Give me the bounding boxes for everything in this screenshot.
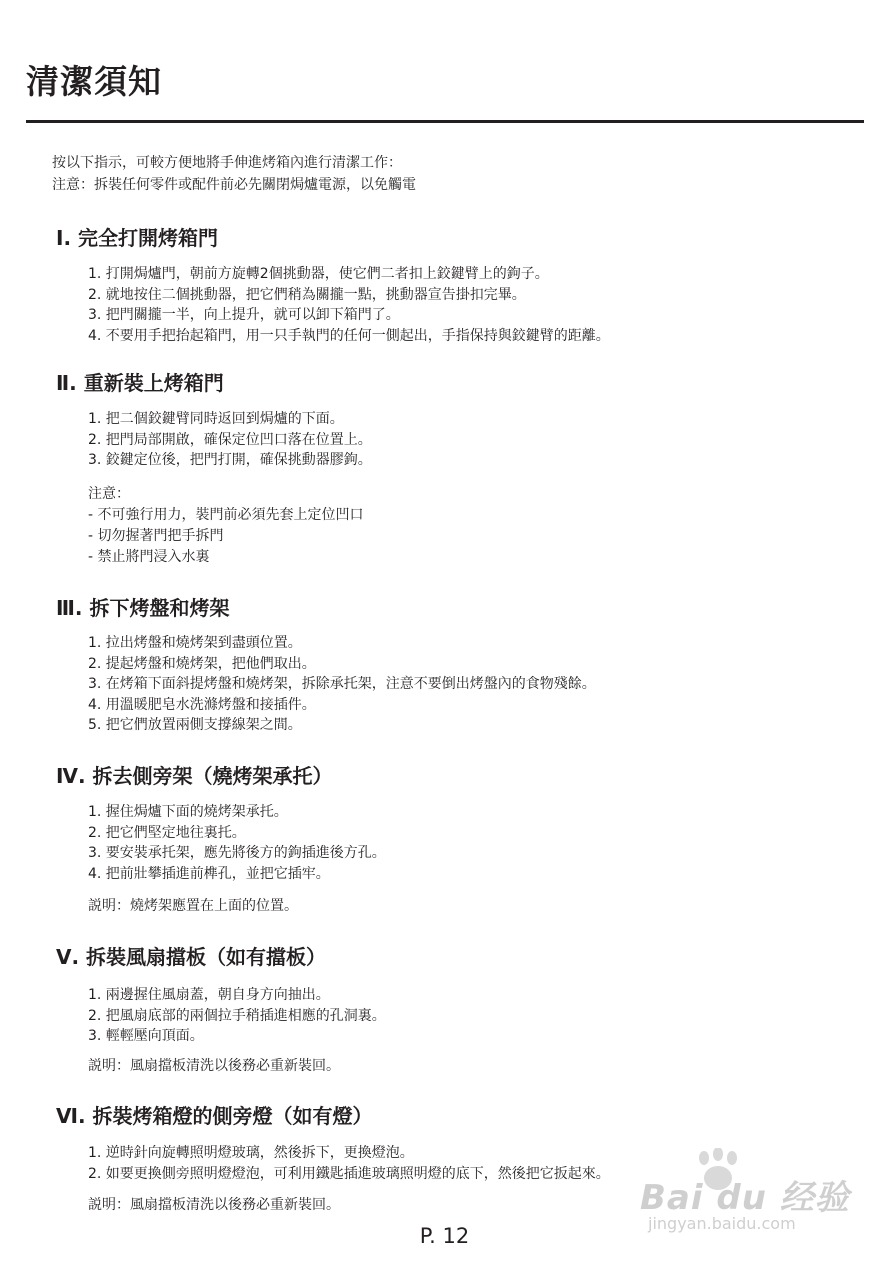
section-heading-6: Ⅵ. 拆裝烤箱燈的側旁燈（如有燈）: [56, 1104, 373, 1128]
list-item: 2. 把風扇底部的兩個拉手稍插進相應的孔洞裏。: [88, 1007, 386, 1024]
section-1-steps: [88, 264, 610, 346]
note-item: - 不可強行用力，裝門前必須先套上定位凹口: [88, 507, 364, 523]
list-item: 2. 提起烤盤和燒烤架，把他們取出。: [88, 655, 316, 672]
section-6-steps: [88, 1143, 610, 1184]
note-item: - 禁止將門浸入水裏: [88, 549, 210, 565]
list-item: 1. 把二個鉸鍵臂同時返回到焗爐的下面。: [88, 411, 344, 427]
section-3-steps: [88, 633, 596, 736]
list-item: 4. 不要用手把抬起箱門，用一只手執門的任何一側起出，手指保持與鉸鍵臂的距離。: [88, 327, 610, 344]
list-item: 4. 用溫暖肥皂水洗滌烤盤和接插件。: [88, 696, 316, 713]
watermark-brand: Bai du 经验: [640, 1178, 850, 1218]
list-item: 2. 如要更換側旁照明燈燈泡，可利用鐵匙插進玻璃照明燈的底下，然後把它扳起來。: [88, 1165, 610, 1182]
list-item: 3. 鉸鍵定位後，把門打開，確保挑動器膠鉤。: [88, 452, 372, 468]
section-5-steps: [88, 985, 386, 1047]
section-heading-1: Ⅰ. 完全打開烤箱門: [56, 226, 219, 250]
section-4-note: 説明：燒烤架應置在上面的位置。: [88, 898, 298, 914]
list-item: 4. 把前壯攀插進前榫孔，並把它插牢。: [88, 865, 330, 882]
section-5-note: 説明：風扇擋板清洗以後務必重新裝回。: [88, 1058, 340, 1074]
section-6-note: 説明：風扇擋板清洗以後務必重新裝回。: [88, 1197, 340, 1213]
notes-title: 注意：: [88, 486, 130, 502]
list-item: 1. 握住焗爐下面的燒烤架承托。: [88, 804, 288, 820]
page-number: P. 12: [419, 1224, 470, 1248]
section-4-steps: [88, 802, 386, 884]
list-item: 3. 要安裝承托架，應先將後方的鉤插進後方孔。: [88, 845, 386, 861]
intro-warning: 注意：拆裝任何零件或配件前必先關閉焗爐電源，以免觸電: [52, 177, 416, 193]
section-2-steps: [88, 409, 372, 471]
intro: [52, 152, 416, 196]
list-item: 1. 兩邊握住風扇蓋，朝自身方向抽出。: [88, 987, 330, 1003]
intro-line: 按以下指示，可較方便地將手伸進烤箱內進行清潔工作：: [52, 155, 402, 171]
section-heading-2: Ⅱ. 重新裝上烤箱門: [56, 371, 224, 395]
list-item: 2. 把它們堅定地往裏托。: [88, 824, 246, 841]
section-heading-5: Ⅴ. 拆裝風扇擋板（如有擋板）: [56, 945, 327, 969]
list-item: 1. 打開焗爐門，朝前方旋轉2個挑動器，使它們二者扣上鉸鍵臂上的鉤子。: [88, 266, 549, 282]
list-item: 2. 就地按住二個挑動器，把它們稍為關攏一點，挑動器宣告掛扣完畢。: [88, 286, 526, 303]
watermark-url: jingyan.baidu.com: [648, 1214, 796, 1233]
section-heading-4: Ⅳ. 拆去側旁架（燒烤架承托）: [56, 764, 333, 788]
list-item: 1. 拉出烤盤和燒烤架到盡頭位置。: [88, 635, 302, 651]
page-title: 清潔須知: [26, 62, 162, 101]
title-divider: [26, 120, 864, 123]
list-item: 1. 逆時針向旋轉照明燈玻璃，然後拆下，更換燈泡。: [88, 1145, 414, 1161]
list-item: 5. 把它們放置兩側支撐線架之間。: [88, 717, 302, 733]
list-item: 3. 在烤箱下面斜提烤盤和燒烤架，拆除承托架，注意不要倒出烤盤內的食物殘餘。: [88, 676, 596, 692]
list-item: 3. 輕輕壓向頂面。: [88, 1028, 204, 1044]
list-item: 3. 把門關攏一半，向上提升，就可以卸下箱門了。: [88, 307, 400, 323]
section-2-notes: [88, 484, 364, 568]
section-heading-3: Ⅲ. 拆下烤盤和烤架: [56, 596, 230, 620]
list-item: 2. 把門局部開啟，確保定位凹口落在位置上。: [88, 431, 372, 448]
note-item: - 切勿握著門把手拆門: [88, 528, 224, 544]
watermark: [630, 1148, 880, 1248]
